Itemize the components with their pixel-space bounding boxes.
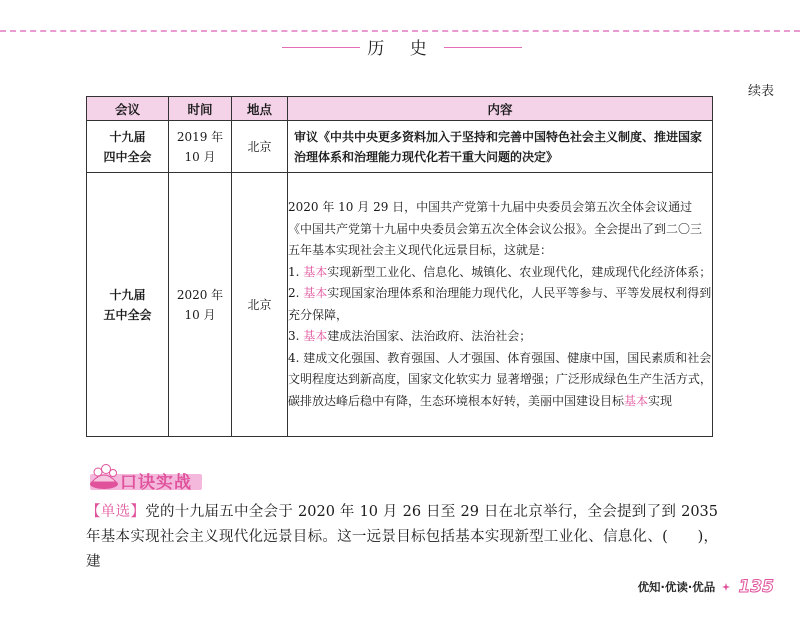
item-keyword: 基本 xyxy=(303,329,328,343)
meeting-cell xyxy=(87,173,169,437)
table-row xyxy=(87,121,713,173)
item-number: 1. xyxy=(288,264,300,279)
time-cell xyxy=(169,121,232,173)
flower-pot-icon xyxy=(84,462,124,490)
table-header-row xyxy=(87,97,713,121)
content-cell xyxy=(288,173,713,437)
meeting-name-line1: 十九届 xyxy=(109,129,146,144)
place-cell: 北京 xyxy=(232,173,288,437)
meeting-name-line2: 四中全会 xyxy=(103,149,152,164)
footer-slogan: 优知·优读·优品 xyxy=(637,579,716,594)
time-year: 2019 年 xyxy=(176,129,224,144)
item-number: 3. xyxy=(288,329,300,343)
item-keyword: 基本 xyxy=(303,264,328,279)
time-cell xyxy=(169,173,232,437)
page-footer xyxy=(638,576,774,598)
item-keyword: 基本 xyxy=(624,393,649,408)
page-header xyxy=(0,34,800,60)
meeting-name-line2: 五中全会 xyxy=(103,307,152,322)
section-heading-text: 口诀实战 xyxy=(120,473,192,493)
content-item-2 xyxy=(288,283,712,326)
time-year: 2020 年 xyxy=(176,287,224,302)
item-text: 实现国家治理体系和治理能力现代化，人民平等参与、平等发展权利得到充分保障， xyxy=(288,286,712,322)
continued-label: 续表 xyxy=(747,84,774,99)
column-header-meeting: 会议 xyxy=(87,97,169,121)
item-text: 4. 建成文化强国、教育强国、人才强国、体育强国、健康中国，国民素质和社会文明程度达到新高度，国家文化软实力 显著增强；广泛形成绿色生产生活方式，碳排放达峰后稳中有降，生态环境根本好转，美丽中国建设目标 xyxy=(288,350,712,408)
column-header-time: 时间 xyxy=(169,97,232,121)
column-header-place: 地点 xyxy=(232,97,288,121)
top-dashed-border xyxy=(0,30,800,32)
question-type-tag: 【单选】 xyxy=(86,504,146,520)
item-keyword: 基本 xyxy=(303,286,328,300)
section-heading xyxy=(84,460,214,492)
content-item-3 xyxy=(288,326,712,348)
question-text: 党的十九届五中全会于 2020 年 10 月 26 日至 29 日在北京举行，全会提到了到 2035 年基本实现社会主义现代化远景目标。这一远景目标包括基本实现新型工业化、信息化、( )，建 xyxy=(86,504,718,570)
meeting-table xyxy=(86,96,713,437)
star-icon xyxy=(722,583,730,591)
place-cell: 北京 xyxy=(232,121,288,173)
meeting-name-line1: 十九届 xyxy=(109,287,146,302)
header-rule-right xyxy=(444,47,522,48)
item-text: 建成法治国家、法治政府、法治社会； xyxy=(327,329,532,343)
question-block xyxy=(86,500,718,575)
page-number: 135 xyxy=(738,576,774,597)
meeting-cell xyxy=(87,121,169,173)
column-header-content: 内容 xyxy=(288,97,713,121)
table-row xyxy=(87,173,713,437)
item-number: 2. xyxy=(288,286,300,300)
time-month: 10 月 xyxy=(184,307,216,322)
content-intro: 2020 年 10 月 29 日，中国共产党第十九届中央委员会第五次全体会议通过《中国共产党第十九届中央委员会第五次全体会议公报》。全会提出了到二〇三五年基本实现社会主义现代化远景目标，这就是： xyxy=(288,200,703,257)
time-month: 10 月 xyxy=(184,149,216,164)
content-item-1 xyxy=(288,262,712,284)
header-rule-left xyxy=(282,47,360,48)
item-text: 实现新型工业化、信息化、城镇化、农业现代化，建成现代化经济体系； xyxy=(327,264,712,279)
content-item-4 xyxy=(288,348,712,413)
page-title: 历 史 xyxy=(367,39,437,59)
item-text-end: 实现 xyxy=(648,393,673,408)
content-cell: 审议《中共中央更多资料加入于坚持和完善中国特色社会主义制度、推进国家治理体系和治理能力现代化若干重大问题的决定》 xyxy=(288,121,713,173)
